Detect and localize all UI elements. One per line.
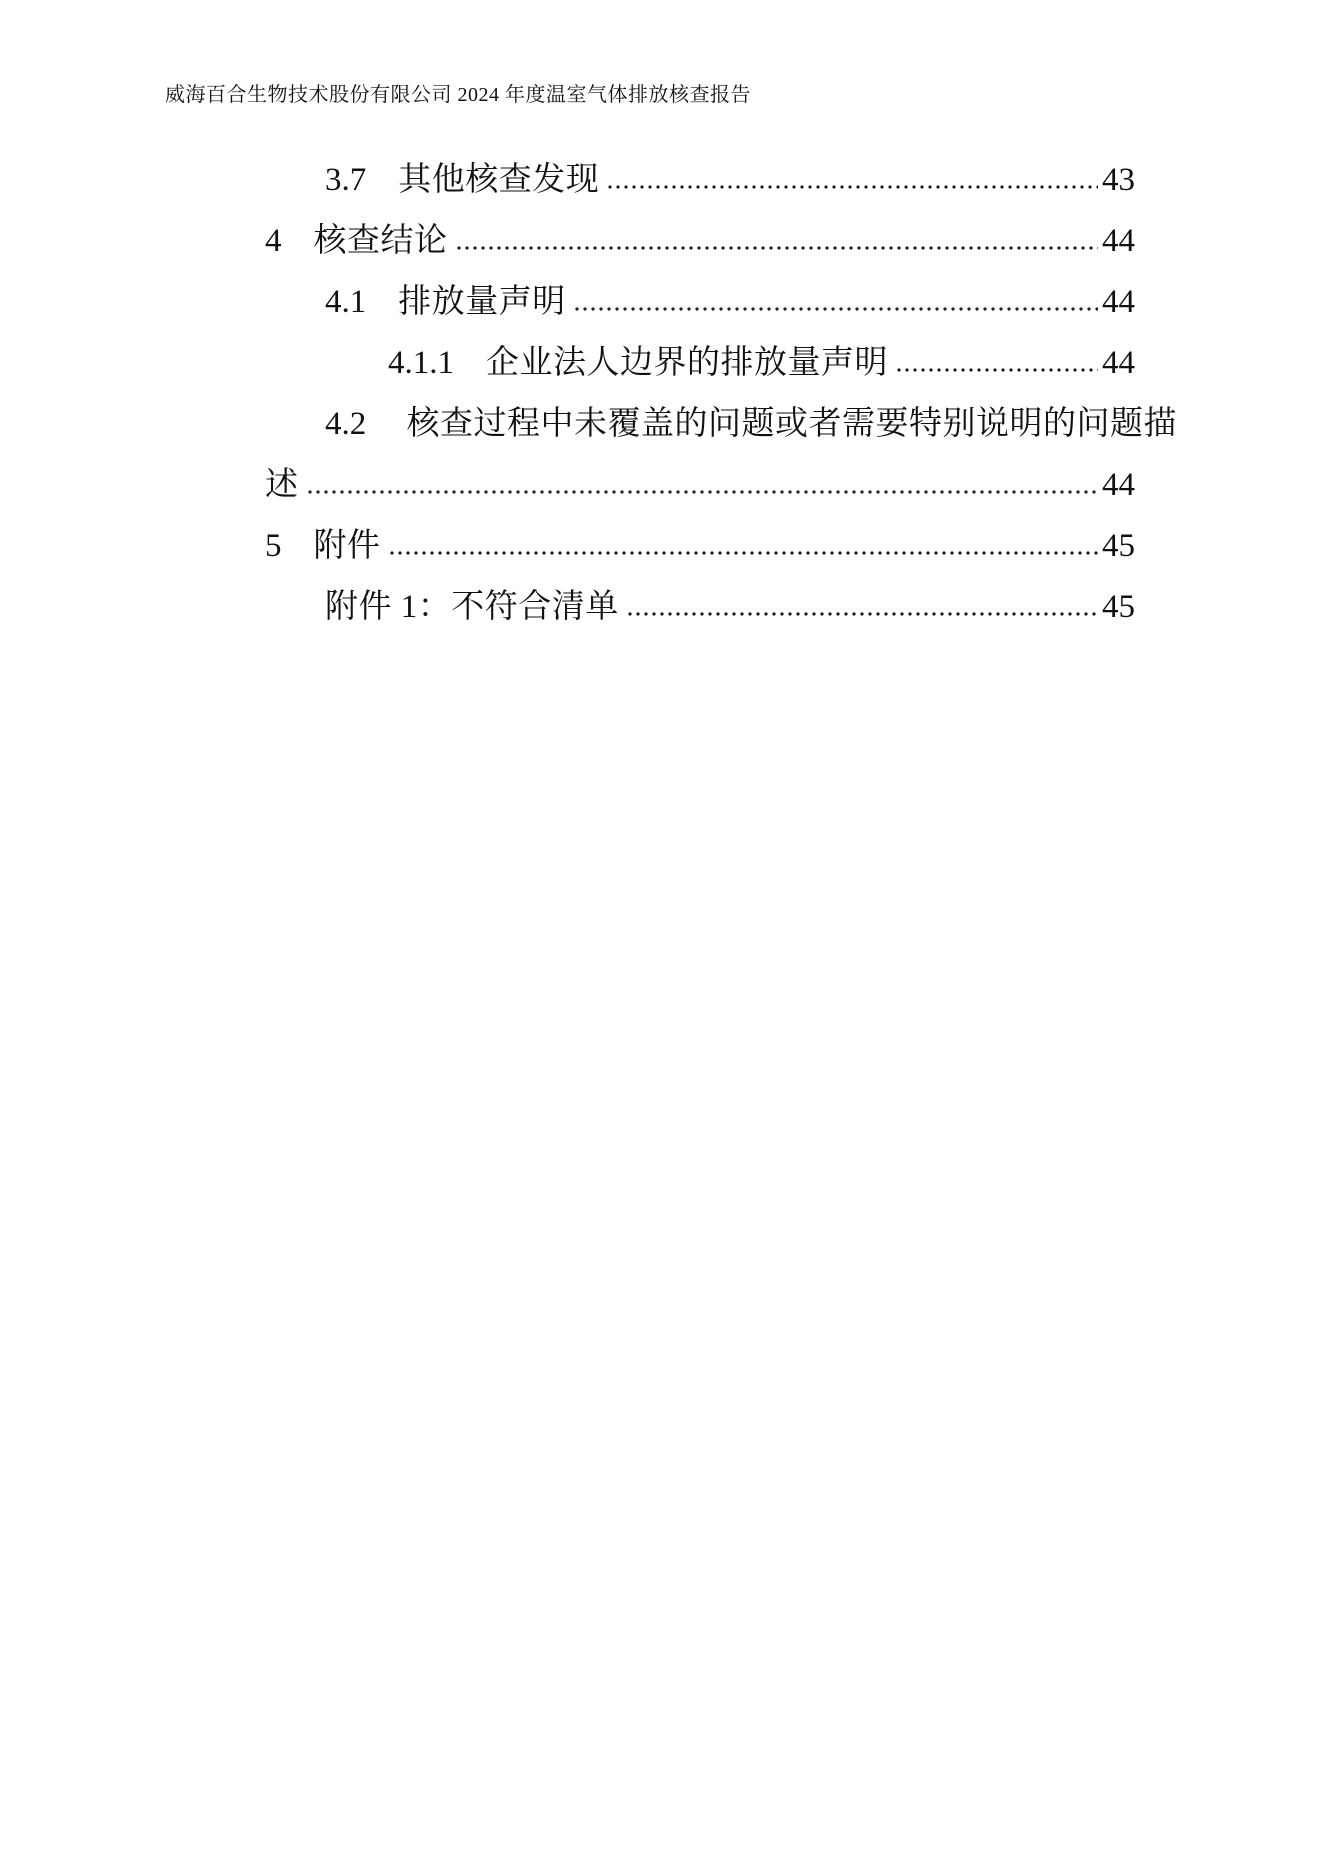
dot-leader — [626, 611, 1098, 617]
toc-entry-title: 附件 — [313, 528, 381, 564]
toc-entry-number: 4.2 — [325, 406, 367, 442]
toc-entry-5[interactable] — [265, 516, 1135, 577]
toc-entry-appendix-1[interactable] — [265, 577, 1135, 638]
dot-leader — [606, 184, 1098, 190]
toc-page-number: 45 — [1102, 528, 1135, 564]
toc-entry-3-7[interactable] — [265, 150, 1135, 211]
toc-entry-number: 4.1.1 — [388, 345, 454, 381]
toc-entry-title: 排放量声明 — [398, 284, 566, 320]
table-of-contents — [265, 150, 1177, 638]
toc-entry-number: 5 — [265, 528, 282, 564]
toc-page-number: 43 — [1102, 162, 1135, 198]
toc-entry-number: 3.7 — [325, 162, 367, 198]
dot-leader — [306, 489, 1099, 495]
dot-leader — [573, 306, 1098, 312]
toc-page-number: 44 — [1102, 467, 1135, 503]
toc-entry-4[interactable] — [265, 211, 1135, 272]
dot-leader — [895, 367, 1098, 373]
dot-leader — [455, 245, 1099, 251]
toc-entry-4-2[interactable] — [265, 394, 1177, 455]
toc-entry-number: 4 — [265, 223, 282, 259]
toc-entry-number: 4.1 — [325, 284, 367, 320]
running-header: 威海百合生物技术股份有限公司 2024 年度温室气体排放核查报告 — [165, 84, 751, 106]
toc-page-number: 44 — [1102, 284, 1135, 320]
toc-entry-title: 企业法人边界的排放量声明 — [486, 345, 888, 381]
toc-entry-title: 附件 1：不符合清单 — [325, 589, 619, 625]
toc-page-number: 44 — [1102, 345, 1135, 381]
toc-entry-title: 核查过程中未覆盖的问题或者需要特别说明的问题描 — [406, 406, 1177, 442]
toc-entry-title: 核查结论 — [313, 223, 448, 259]
toc-page-number: 45 — [1102, 589, 1135, 625]
dot-leader — [388, 550, 1099, 556]
toc-entry-title: 其他核查发现 — [398, 162, 600, 198]
toc-entry-title: 述 — [265, 467, 299, 503]
toc-entry-4-1[interactable] — [265, 272, 1135, 333]
toc-entry-4-2-continuation[interactable] — [265, 455, 1135, 516]
toc-page-number: 44 — [1102, 223, 1135, 259]
toc-entry-4-1-1[interactable] — [265, 333, 1135, 394]
